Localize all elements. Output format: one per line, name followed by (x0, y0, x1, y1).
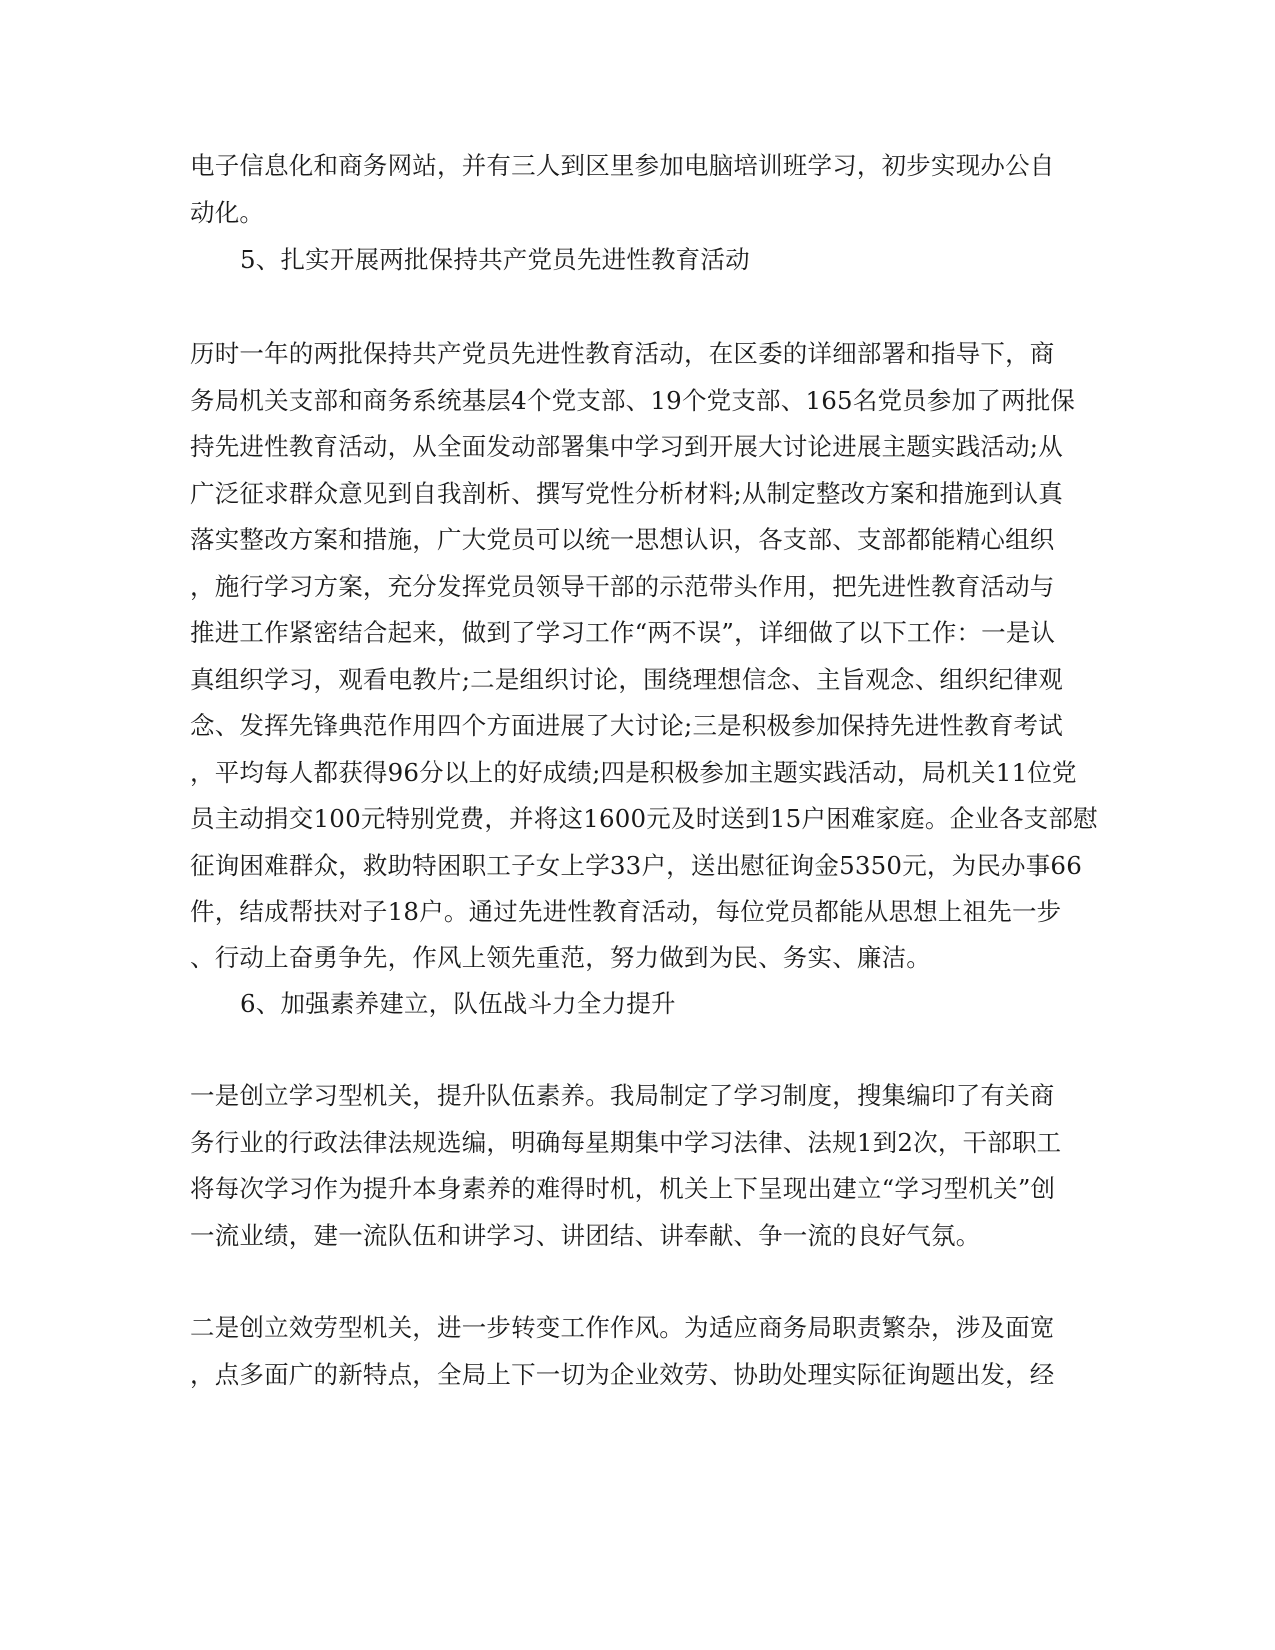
section-heading-6: 6、加强素养建立，队伍战斗力全力提升 (240, 989, 676, 1018)
paragraph-line: 件，结成帮扶对子18户。通过先进性教育活动，每位党员都能从思想上祖先一步 (190, 897, 1062, 926)
paragraph-line: 务局机关支部和商务系统基层4个党支部、19个党支部、165名党员参加了两批保 (190, 386, 1076, 415)
paragraph-line: 务行业的行政法律法规选编，明确每星期集中学习法律、法规1到2次，干部职工 (190, 1128, 1062, 1157)
paragraph-line: 动化。 (190, 198, 265, 227)
paragraph-line: 真组织学习，观看电教片;二是组织讨论，围绕理想信念、主旨观念、组织纪律观 (190, 665, 1063, 694)
paragraph-line: 广泛征求群众意见到自我剖析、撰写党性分析材料;从制定整改方案和措施到认真 (190, 479, 1063, 508)
paragraph-line: ，施行学习方案，充分发挥党员领导干部的示范带头作用，把先进性教育活动与 (190, 572, 1055, 601)
paragraph-line: 、行动上奋勇争先，作风上领先重范，努力做到为民、务实、廉洁。 (190, 943, 931, 972)
paragraph-line: 征询困难群众，救助特困职工子女上学33户，送出慰征询金5350元，为民办事66 (190, 851, 1082, 880)
paragraph-line: ，平均每人都获得96分以上的好成绩;四是积极参加主题实践活动，局机关11位党 (190, 758, 1077, 787)
paragraph-line: 持先进性教育活动，从全面发动部署集中学习到开展大讨论进展主题实践活动;从 (190, 432, 1063, 461)
paragraph-line: 二是创立效劳型机关，进一步转变工作作风。为适应商务局职责繁杂，涉及面宽 (190, 1313, 1055, 1342)
paragraph-line: ，点多面广的新特点，全局上下一切为企业效劳、协助处理实际征询题出发，经 (190, 1360, 1055, 1389)
paragraph-line: 推进工作紧密结合起来，做到了学习工作“两不误”，详细做了以下工作：一是认 (190, 618, 1056, 647)
paragraph-line: 念、发挥先锋典范作用四个方面进展了大讨论;三是积极参加保持先进性教育考试 (190, 711, 1063, 740)
paragraph-line: 落实整改方案和措施，广大党员可以统一思想认识，各支部、支部都能精心组织 (190, 525, 1055, 554)
paragraph-line: 员主动捐交100元特别党费，并将这1600元及时送到15户困难家庭。企业各支部慰 (190, 804, 1098, 833)
paragraph-line: 历时一年的两批保持共产党员先进性教育活动，在区委的详细部署和指导下，商 (190, 339, 1055, 368)
paragraph-line: 一流业绩，建一流队伍和讲学习、讲团结、讲奉献、争一流的良好气氛。 (190, 1221, 981, 1250)
paragraph-line: 将每次学习作为提升本身素养的难得时机，机关上下呈现出建立“学习型机关”创 (190, 1174, 1056, 1203)
section-heading-5: 5、扎实开展两批保持共产党员先进性教育活动 (240, 245, 750, 274)
paragraph-line: 一是创立学习型机关，提升队伍素养。我局制定了学习制度，搜集编印了有关商 (190, 1081, 1055, 1110)
paragraph-line: 电子信息化和商务网站，并有三人到区里参加电脑培训班学习，初步实现办公自 (190, 151, 1055, 180)
